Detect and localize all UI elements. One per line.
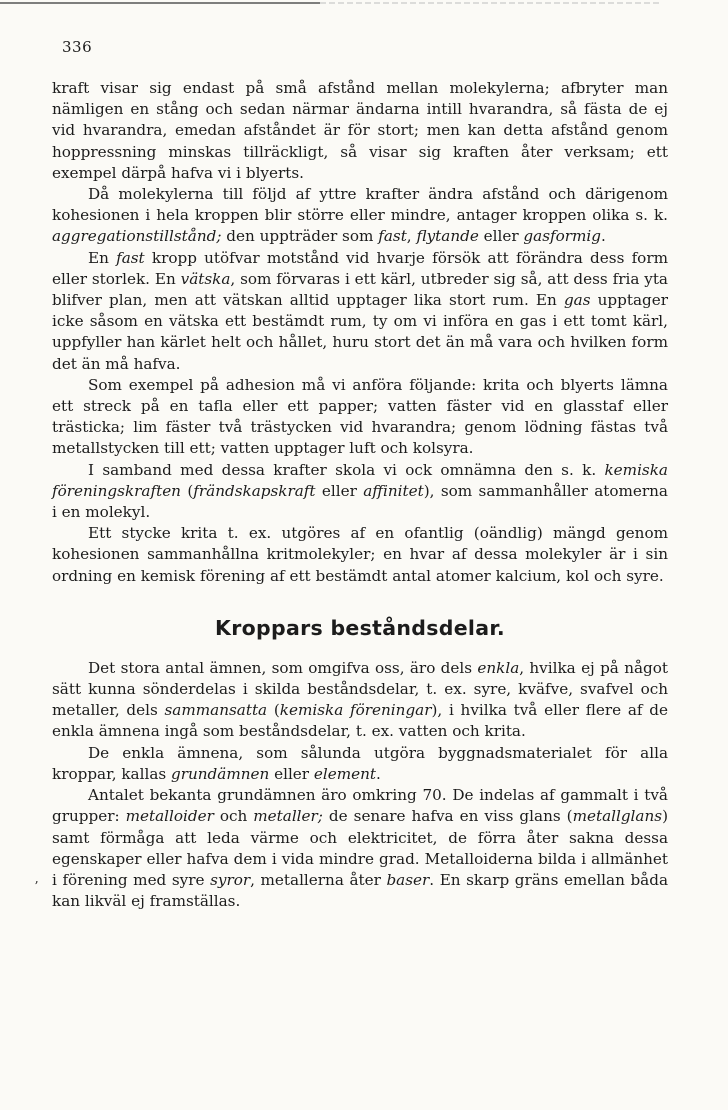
- text-run: eller: [315, 481, 364, 500]
- margin-mark: ʼ: [34, 880, 39, 895]
- paragraphs-bottom: [52, 658, 668, 912]
- page-body: [52, 78, 668, 912]
- paragraph: [52, 460, 668, 524]
- italic-term: kemiska föreningar: [279, 701, 432, 720]
- italic-term: syror: [210, 870, 251, 889]
- text-run: och: [213, 807, 254, 826]
- text-run: Ett stycke krita t. ex. utgöres af en ofantlig (oändlig) mängd genom kohesionen sammanhållna kritmolekyler; en hvar af dessa molekyler är i sin ordning en kemisk förening af ett bestämdt antal atomer kalcium, kol och syre.: [52, 524, 668, 585]
- italic-term: gas: [563, 291, 591, 310]
- italic-term: flytande: [416, 227, 479, 246]
- italic-term: gasformig: [523, 227, 601, 246]
- italic-term: frändskapskraft: [193, 481, 316, 500]
- paragraph: [52, 248, 668, 375]
- text-run: eller: [269, 764, 314, 783]
- italic-term: vätska: [180, 269, 231, 288]
- text-run: den uppträder som: [221, 227, 379, 246]
- text-run: , metallerna åter: [250, 870, 387, 889]
- paragraph: [52, 78, 668, 184]
- text-run: (: [267, 701, 280, 720]
- italic-term: metaller;: [253, 807, 323, 826]
- text-run: upptager icke såsom en vätska ett bestämdt rum, ty om vi införa en gas i ett tomt kärl, uppfyller han kärlet helt och hållet, huru stort det än må vara och hvilken form det än må hafva.: [52, 291, 669, 373]
- text-run: ,: [406, 227, 417, 246]
- paragraph: [52, 375, 668, 460]
- italic-term: fast: [116, 248, 145, 267]
- text-run: , som förvaras i ett kärl, utbreder sig så, att dess fria yta blifver plan, men att vätskan alltid upptager lika stort rum. En: [52, 269, 668, 310]
- text-run: ), som sammanhåller atomerna i en molekyl.: [52, 481, 668, 522]
- italic-term: affinitet: [363, 481, 424, 500]
- paragraph: [52, 785, 668, 912]
- text-run: ), i hvilka två eller flere af de enkla ämnena ingå som beståndsdelar, t. ex. vatten och krita.: [52, 701, 668, 741]
- section-heading: Kroppars beståndsdelar.: [215, 615, 505, 640]
- page-number: 336: [62, 38, 93, 56]
- text-run: De enkla ämnena, som sålunda utgöra byggnadsmaterialet för alla kroppar, kallas: [52, 743, 668, 783]
- text-run: I samband med dessa krafter skola vi ock omnämna den s. k.: [88, 460, 605, 479]
- text-run: En: [88, 248, 117, 267]
- text-run: . En skarp gräns emellan båda kan likväl ej framställas.: [52, 870, 669, 911]
- italic-term: element: [313, 764, 376, 783]
- text-run: eller: [478, 227, 524, 246]
- paragraph: [52, 658, 668, 743]
- italic-term: kemiska föreningskraften: [52, 460, 668, 500]
- italic-term: aggregationstillstånd;: [52, 227, 222, 246]
- paragraph: [52, 743, 668, 785]
- paragraph: [52, 184, 668, 248]
- text-run: Antalet bekanta grundämnen äro omkring 70. De indelas af gammalt i två grupper:: [52, 786, 668, 826]
- text-run: kropp utöfvar motstånd vid hvarje försök att förändra dess form eller storlek. En: [52, 248, 668, 288]
- top-rule-scan-artifact: [0, 0, 728, 9]
- text-run: .: [601, 227, 606, 246]
- text-run: Det stora antal ämnen, som omgifva oss, äro dels: [88, 658, 478, 677]
- text-run: , hvilka ej på något sätt kunna sönderdelas i skilda beståndsdelar, t. ex. syre, kväfve, svafvel och metaller, dels: [52, 658, 668, 720]
- text-run: kraft visar sig endast på små afstånd mellan molekylerna; afbryter man nämligen en stång och sedan närmar ändarna intill hvarandra, så fästa de ej vid hvarandra, emedan afståndet är för stort; men kan detta afstånd genom hoppressning minskas tillräckligt, så visar sig kraften åter verksam; ett exempel därpå hafva vi i blyerts.: [52, 79, 668, 182]
- text-run: (: [180, 481, 194, 500]
- italic-term: enkla: [477, 658, 520, 677]
- italic-term: metallglans: [572, 807, 663, 826]
- paragraphs-top: [52, 78, 668, 587]
- italic-term: sammansatta: [164, 701, 268, 720]
- italic-term: grundämnen: [171, 764, 270, 783]
- text-run: .: [376, 764, 381, 783]
- italic-term: fast: [378, 227, 407, 246]
- text-run: ) samt förmåga att leda värme och elektricitet, de förra åter sakna dessa egenskaper eller hafva dem i vida mindre grad. Metalloiderna bilda i allmänhet i förening med syre: [52, 807, 668, 889]
- text-run: Som exempel på adhesion må vi anföra följande: krita och blyerts lämna ett streck på en tafla eller ett papper; vatten fäster vid en glasstaf eller trästicka; lim fäster två trästycken vid hvarandra; genom lödning fästas två metallstycken till ett; vatten upptager luft och kolsyra.: [52, 375, 668, 458]
- italic-term: baser: [386, 870, 430, 889]
- text-run: Då molekylerna till följd af yttre krafter ändra afstånd och därigenom kohesionen i hela kroppen blir större eller mindre, antager kroppen olika s. k.: [52, 185, 668, 225]
- paragraph: [52, 523, 668, 587]
- italic-term: metalloider: [125, 807, 214, 826]
- text-run: de senare hafva en viss glans (: [322, 807, 573, 826]
